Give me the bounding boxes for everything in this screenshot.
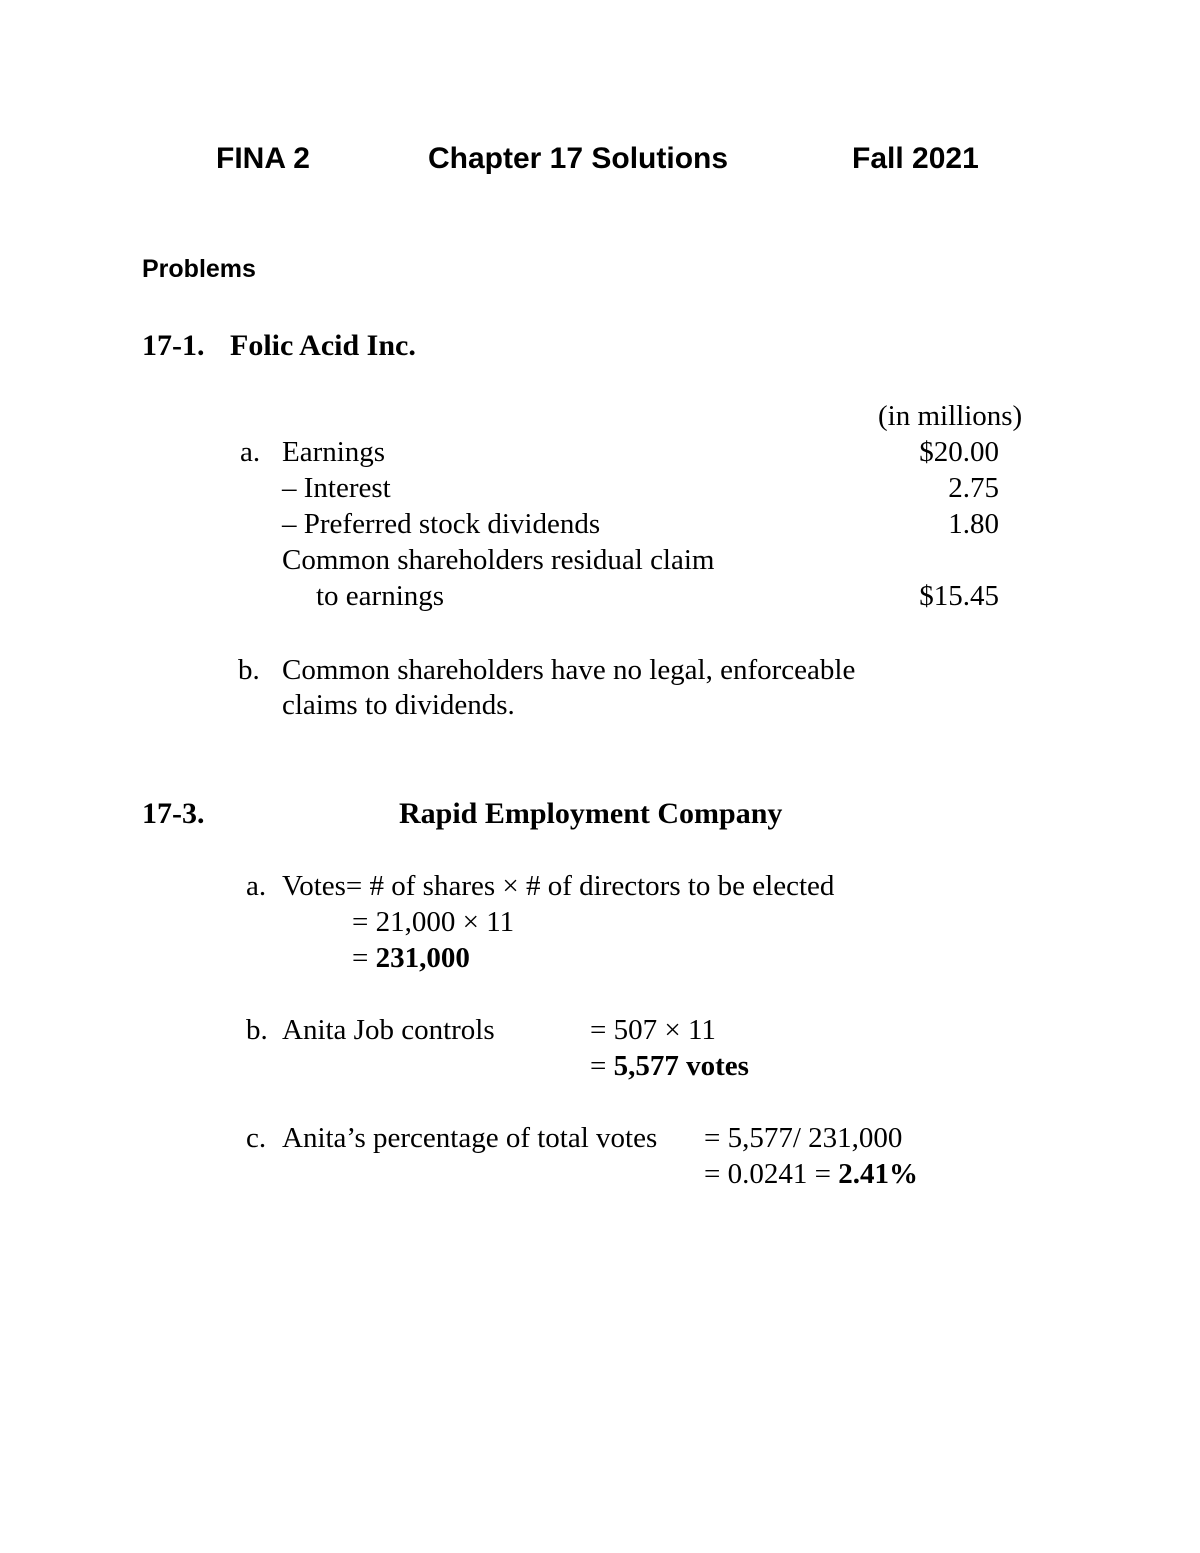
row-label-earnings: Earnings: [282, 436, 386, 468]
p3-part-c-line-2-prefix: = 0.0241 =: [704, 1158, 839, 1190]
p3-part-b-line-1: = 507 × 11: [590, 1014, 716, 1046]
problem-3-number: 17-3.: [142, 797, 205, 830]
p3-part-b-line-2: [590, 1050, 749, 1083]
p3-part-a-line-3-prefix: =: [352, 942, 376, 974]
row-label-residual-claim: Common shareholders residual claim: [282, 544, 715, 576]
p3-part-b-result: 5,577 votes: [613, 1050, 749, 1082]
p3-part-a-result: 231,000: [375, 942, 470, 974]
row-value-to-earnings: $15.45: [919, 580, 999, 612]
p3-part-c-line-2: [704, 1158, 918, 1191]
part-b-letter: b.: [238, 654, 260, 686]
p3-part-a-letter: a.: [246, 870, 267, 902]
row-value-preferred-dividends: 1.80: [948, 508, 999, 540]
problem-1-title: Folic Acid Inc.: [230, 329, 416, 362]
part-a-letter: a.: [240, 436, 261, 468]
part-b-line-1: Common shareholders have no legal, enforceable: [282, 654, 856, 686]
document-title: Chapter 17 Solutions: [428, 142, 729, 175]
section-heading: Problems: [142, 255, 256, 283]
course-code: FINA 2: [216, 142, 310, 175]
p3-part-c-line-1: = 5,577/ 231,000: [704, 1122, 903, 1154]
row-label-interest: – Interest: [282, 472, 391, 504]
p3-part-b-label: Anita Job controls: [282, 1014, 495, 1046]
p3-part-a-line-3: [352, 942, 470, 975]
p3-part-c-result: 2.41%: [838, 1158, 918, 1190]
row-value-earnings: $20.00: [919, 436, 999, 468]
part-b-line-2: claims to dividends.: [282, 689, 515, 721]
units-label: (in millions): [878, 400, 1023, 432]
p3-part-a-line-2: = 21,000 × 11: [352, 906, 515, 938]
row-label-preferred-dividends: – Preferred stock dividends: [282, 508, 601, 540]
problem-3-title: Rapid Employment Company: [399, 797, 783, 830]
term-label: Fall 2021: [852, 142, 979, 175]
p3-part-b-line-2-prefix: =: [590, 1050, 614, 1082]
p3-part-a-line-1: Votes= # of shares × # of directors to be elected: [282, 870, 835, 902]
problem-1-number: 17-1.: [142, 329, 205, 362]
row-value-interest: 2.75: [948, 472, 999, 504]
p3-part-b-letter: b.: [246, 1014, 268, 1046]
p3-part-c-label: Anita’s percentage of total votes: [282, 1122, 658, 1154]
row-label-to-earnings: to earnings: [316, 580, 445, 612]
p3-part-c-letter: c.: [246, 1122, 267, 1154]
